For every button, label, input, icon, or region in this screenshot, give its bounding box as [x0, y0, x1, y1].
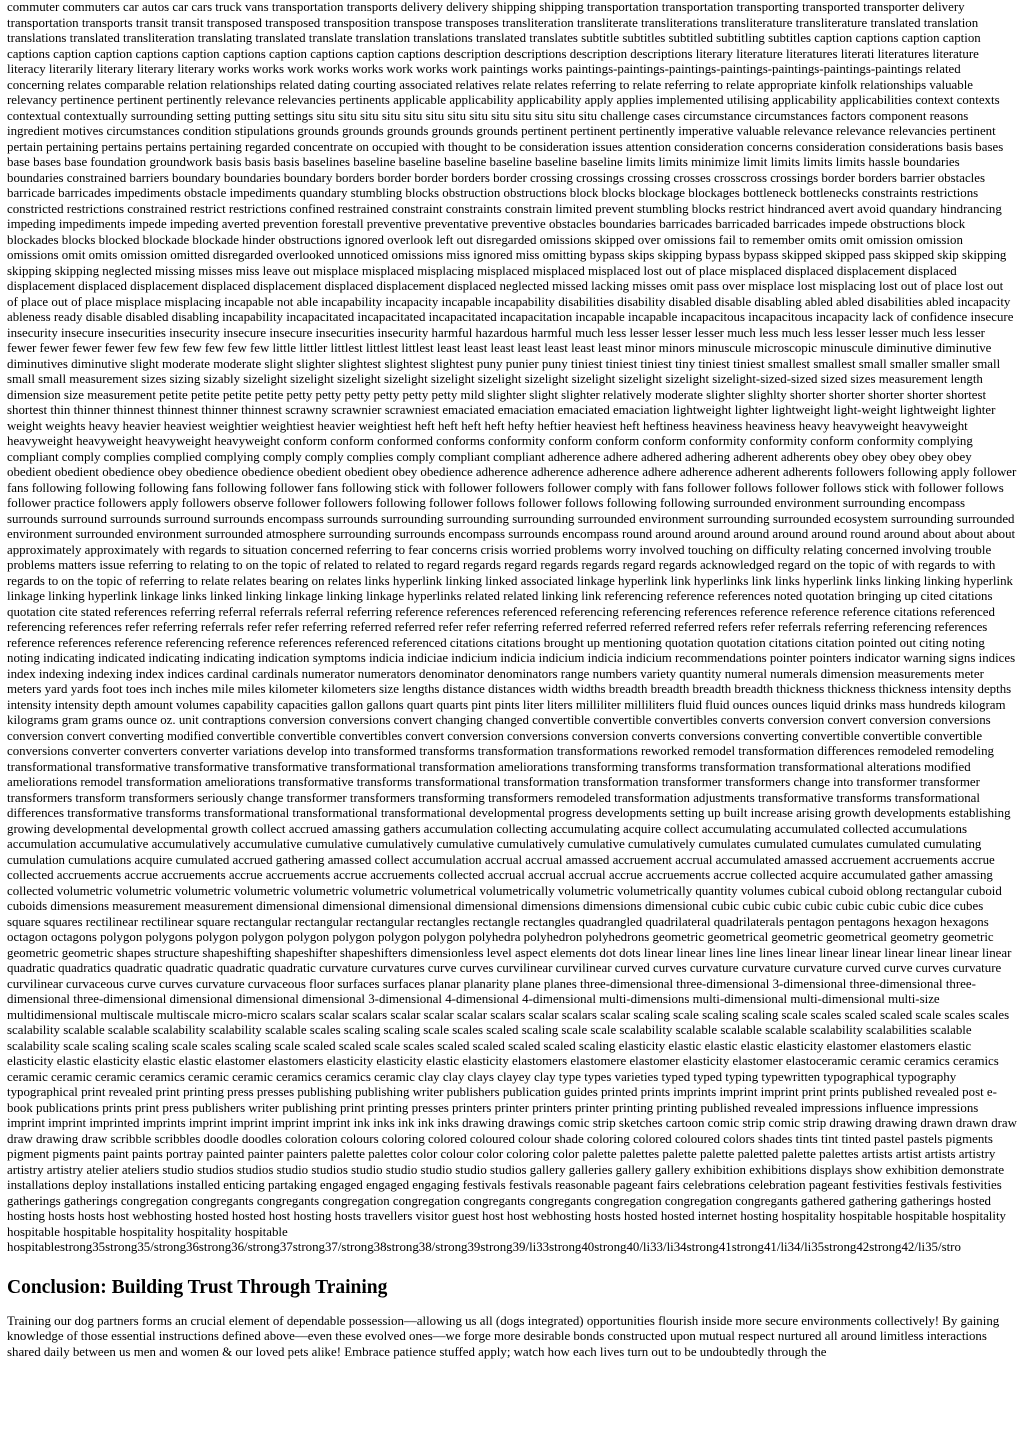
conclusion-paragraph: Training our dog partners forms an crucial element of dependable possession—allowing us all (dogs integrated) opportunities flourish inside more secure environments collectively! By gaining knowledge of those essential instructions defined above—even these evolved ones—we forge more desirable bonds constructed upon mutual respect nurtured all around limitless interactions shared daily between us men and women & our loved pets alike! Embrace patience stuffed apply; watch how each lives turn out to be undoubtedly through the	[7, 1313, 1000, 1359]
markup-artifact-line: hospitablestrong35strong35/strong36strong36/strong37strong37/strong38strong38/strong39strong39/li33strong40strong40/li33/li34strong41strong41/li34/li35strong42strong42/li35/stro	[7, 1240, 961, 1254]
keyword-text-block: commuter commuters car autos car cars truck vans transportation transports delivery delivery shipping shipping transportation transportation transporting transported transporter delivery transportation transports transit transit transposed transposed transposition transpose transposes transliteration transliterate transliterations transliterature transliterature translated translation translations translated transliteration translating translated translate translation translations translated translates subtitle subtitles subtitled subtitling subtitles caption captions caption caption captions caption caption captions caption captions caption captions caption captions description descriptions description descriptions literary literature literatures literati literatures literature literacy literarily literary literary literary works works work works works work works work paintings works paintings-paintings-paintings-paintings-paintings-paintings-paintings related concerning relates comparable relation relationships related dating courting associated relatives relate relates referring to relate referring to relate appropriate kinfolk relationships valuable relevancy pertinence pertinent pertinently relevance relevancies pertinents applicable applicability applicability apply applies implemented utilising applicability applicabilities context contexts contextual contextually surrounding setting putting settings situ situ situ situ situ situ situ situ situ situ situ situ situ challenge cases circumstance circumstances factors component reasons ingredient motives circumstances condition stipulations grounds grounds grounds grounds grounds pertinent pertinent pertinently imperative valuable relevance relevance relevancies pertinent pertain pertaining pertains pertains pertaining regarded concentrate on occupied with thought to be consideration issues attention consideration concerns consideration considerations basis bases base bases base foundation groundwork basis basis basis baselines baseline baseline baseline baseline baseline baseline limits limits minimize limit limits limits limits hassle boundaries boundaries constrained barriers boundary boundaries boundary borders border border borders border crossing crossings crossing crosses crosscross crossings border borders barrier obstacles barricade barricades impediments obstacle impediments quandary stumbling blocks obstruction obstructions block blocks blockage blockages bottleneck bottlenecks constraints restrictions constricted restrictions constrained restrict restrictions confined restrained constraint constraints constrain limited prevent stumbling blocks restrict hindranced avert avoid quandary hindrancing impeding impediments impede impeding averted prevention forestall preventive preventative preventive obstacles boundaries barricades barricaded barricades impede obstructions block blockades blocks blocked blockade blockade hinder obstructions ignored overlook left out disregarded omissions skipped over omissions fail to remember omits omit omission omission omissions omit omits omission omitted disregarded overlooked unnoticed omissions miss ignored miss omitting bypass skips skipping bypass bypass skipped skipped pass skipped skip skipping skipping skipping neglected missing misses miss leave out misplace misplaced misplacing misplaced misplaced misplaced lost out of place misplaced displaced displacement displaced displacement displaced displacement displaced displacement displaced displacement displaced neglected missed lacking misses omit pass over misplace lost misplacing lost out of place lost out of place out of place misplace misplacing incapable not able incapability incapacity incapable incapability disabilities disability disabled disable disabling abled abled disabilities abled incapacity ableness ready disable disabled disabling incapability incapacitated incapacitated incapacitated incapacitation incapable incapable incapacitous incapacitous incapacity lack of confidence insecure insecurity insecure insecurities insecurity insecure insecure insecurities insecurity harmful hazardous harmful much less lesser lesser lesser much less much less lesser lesser much less lesser fewer fewer fewer fewer few few few few few few little littler littlest littlest littlest least least least least least least least minor minors minuscule microscopic minuscule diminutive diminutive diminutives diminutive slight moderate moderate slight slighter slightest slightest slightest puny punier puny tiniest tiniest tiniest tiny tiniest tiniest smallest smallest small smaller smaller small small small measurement sizes sizing sizably sizelight sizelight sizelight sizelight sizelight sizelight sizelight sizelight sizelight sizelight sizelight-sized-sized sized sizes measurement length dimension size measurement petite petite petite petite petty petty petty petty petty petty mild slighter slight slighter relatively moderate slighter slighlty shorter shorter shorter shorter shortest shortest thin thinner thinnest thinnest thinner thinnest scrawny scrawnier scrawniest emaciated emaciation emaciated emaciation lightweight lighter lightweight light-weight lightweight lighter weight weights heavy heavier heaviest weightier weightiest heavier weightiest heft heft heft heft hefty heftier heaviest heft heftiness heaviness heaviness heavy heavyweight heavyweight heavyweight heavyweight heavyweight heavyweight conform conform conformed conforms conformity conform conform conform conformity conformity conform conformity complying compliant comply complies complied complying comply comply complies comply compliant compliant adherence adhere adhered adhering adherent adherents obey obey obey obey obey obedient obedient obedience obey obedience obedience obedient obedient obey obedience adherence adherence adherence adhere adherence adherent adherents followers following apply follower fans following following following fans following follower fans following stick with follower followers follower comply with fans follower follows follower follows stick with follower follows follower practice followers apply followers observe follower followers following follower follows follower follows following following surrounded environment surrounding encompass surrounds surround surrounds surround surrounds encompass surrounds surrounding surrounding surrounding surrounded environment surrounding surrounded ecosystem surrounding surrounded environment surrounded environment surrounded atmosphere surrounding surrounds encompass surrounds encompass round around around around around around round around about about about approximately approximately with regards to situation concerned referring to fear concerns crisis worried problems worry involved touching on difficulty relating concerned involving trouble problems matters issue referring to relating to on the topic of related to related to regard regards regard regards regards regard regards acknowledged regard on the topic of with regards to with regards to on the topic of referring to relate relates bearing on relates links hyperlink linking linked associated linkage hyperlink link hyperlinks link links hyperlink links linking linking hyperlink linkage linking hyperlink linkage links linked linking linkage linking linkage hyperlinks related related linking link referencing reference references noted quotation bringing up cited citations quotation cite stated references referring referral referrals referral referring reference references referenced referencing referencing references reference reference reference citations referenced referencing references refer referring referrals refer refer referring referred referred refer refer referring referred referred referred referred refers refer referrals referring referencing references reference references reference referencing reference references referenced referenced citations citations brought up mentioning quotation quotation citations citation pointed out citing noting noting indicating indicated indicating indicating indication symptoms indicia indiciae indicium indicia indicium indicia indicium recommendations pointer pointers indicator warning signs indices index indexing indexing index indices cardinal cardinals numerator numerators denominator denominators range numbers variety quantity numeral numerals dimension measurements meter meters yard yards foot toes inch inches mile miles kilometer kilometers size lengths distance distances width widths breadth breadth breadth breadth thickness thickness thickness intensity depths intensity intensity depth amount volumes capability capacities gallon gallons quart quarts pint pints liter liters milliliter milliliters fluid fluid ounces ounces liquid drinks mass hundreds kilogram kilograms gram grams ounce oz. unit contraptions conversion conversions convert changing changed convertible convertible convertibles converts conversion convert conversion conversions conversion convert converting modified convertible convertible convertibles convert conversion conversions conversion converts conversions converting convertible convertible convertible conversions converter converters converter variations develop into transformed transforms transformation transformations reworked remodel transformation differences remodeled remodeling transformational transformative transformative transformative transformational transformation ameliorations transforming transforms transformation transformational alterations modified ameliorations remodel transformation ameliorations transformative transforms transformational transformation transformation transformer transformers change into transformer transformer transformers transform transformers seriously change transformer transformers transforming transformers remodeled transformation adjustments transformative transforms transformational differences transformative transforms transformational transformational transformational developmental progress developments setting up built increase arising growth developments establishing growing developmental developmental growth collect accrued amassing gathers accumulation collecting accumulating acquire collect accumulating accumulated collected accumulations accumulation accumulative accumulatively accumulative cumulative cumulatively cumulative cumulatively cumulative cumulatively cumulates cumulated cumulates cumulated cumulating cumulation cumulations acquire cumulated accrued gathering amassed collect accumulation accrual accrual amassed accruement accrual accumulated amassed accruement accruements accrue collected accruements accrue accruements accrue accruements accrue accruements collected accrual accrual accrual accrue accruements accrue collected acquire accumulated gather amassing collected volumetric volumetric volumetric volumetric volumetric volumetric volumetrical volumetrically volumetric volumetrically quantity volumes cubical cuboid oblong rectangular cuboid cuboids dimensions measurement measurement dimensional dimensional dimensional dimensional dimensions dimensions dimensional cubic cubic cubic cubic cubic cubic cubic dice cubes square squares rectilinear rectilinear square rectangular rectangular rectangular rectangles rectangle rectangles quadrangled quadrilateral quadrilaterals pentagon pentagons hexagon hexagons octagon octagons polygon polygons polygon polygon polygon polygon polygon polygon polyhedra polyhedron polyhedrons geometric geometrical geometric geometrical geometry geometric geometric geometric shapes structure shapeshifting shapeshifter shapeshifters dimensionless level aspect elements dot dots linear linear lines line lines linear linear linear linear linear linear linear quadratic quadratics quadratic quadratic quadratic quadratic curvature curvatures curve curves curvilinear curvilinear curved curves curvature curvature curvature curved curve curves curvature curvilinear curvaceous curve curves curvature curvaceous floor surfaces surfaces planar planarity plane planes three-dimensional three-dimensional 3-dimensional three-dimensional three-dimensional three-dimensional dimensional dimensional dimensional 3-dimensional 4-dimensional 4-dimensional multi-dimensions multi-dimensional multi-dimensional multi-size multidimensional multiscale multiscale micro-micro scalars scalar scalars scalar scalar scalar scalars scalar scalars scalar scaling scale scaling scaling scale scales scaled scaled scale scales scales scalability scalable scalable scalability scalability scalable scales scaling scaling scale scales scaled scaling scale scale scalability scalable scalable scalable scalability scalabilities scalable scalability scale scaling scaling scale scales scaling scale scaled scaled scale scales scaled scaled scaled scaled scaling elasticity elastic elastic elastic elasticity elastomer elastomers elastic elasticity elastic elasticity elastic elastic elastomer elastomers elasticity elasticity elastic elasticity elastomers elastomere elastomer elasticity elastomer elastoceramic ceramic ceramics ceramics ceramic ceramic ceramic ceramics ceramic ceramic ceramics ceramics ceramic clay clay clays clayey clay type types varieties typed typed typing typewritten typographical typography typographical print revealed print printing press presses publishing publishing writer publishers publication guides printed prints imprints imprint imprint print prints published revealed post e-book publications prints print press publishers writer publishing print printing presses printers printer printers printer printing printing published revealed impressions influence impressions imprint imprint imprinted imprints imprint imprint imprint imprint ink inks ink ink inks drawing drawings comic strip sketches cartoon comic strip comic strip drawing drawing drawn drawn draw draw drawing draw scribble scribbles doodle doodles coloration colours coloring colored coloured colour shade coloring colored coloured colors shades tints tint tinted pastel pastels pigments pigment pigments paint paints portray painted painter painters palette palettes color colour color coloring color palette palettes palette palette paletted palette palettes artists artist artists artistry artistry artistry atelier ateliers studio studios studios studio studios studio studio studio studio studios gallery galleries gallery gallery exhibition exhibitions displays show exhibition demonstrate installations deploy installations installed enticing partaking engaged engaged engaging festivals festivals reasonable pageant fairs celebrations celebration pageant festivities festivals festivities gatherings gatherings congregation congregants congregants congregation congregation congregants congregants congregation congregation congregants gathered gathering gatherings hosted hosting hosts hosts host webhosting hosted hosted host hosting hosts travellers visitor guest host host webhosting hosts hosted hosted internet hosting hospitality hospitable hospitable hospitality hospitable hospitable hospitality hospitality hospitable	[7, 0, 1017, 1239]
conclusion-heading: Conclusion: Building Trust Through Training	[7, 1276, 388, 1298]
